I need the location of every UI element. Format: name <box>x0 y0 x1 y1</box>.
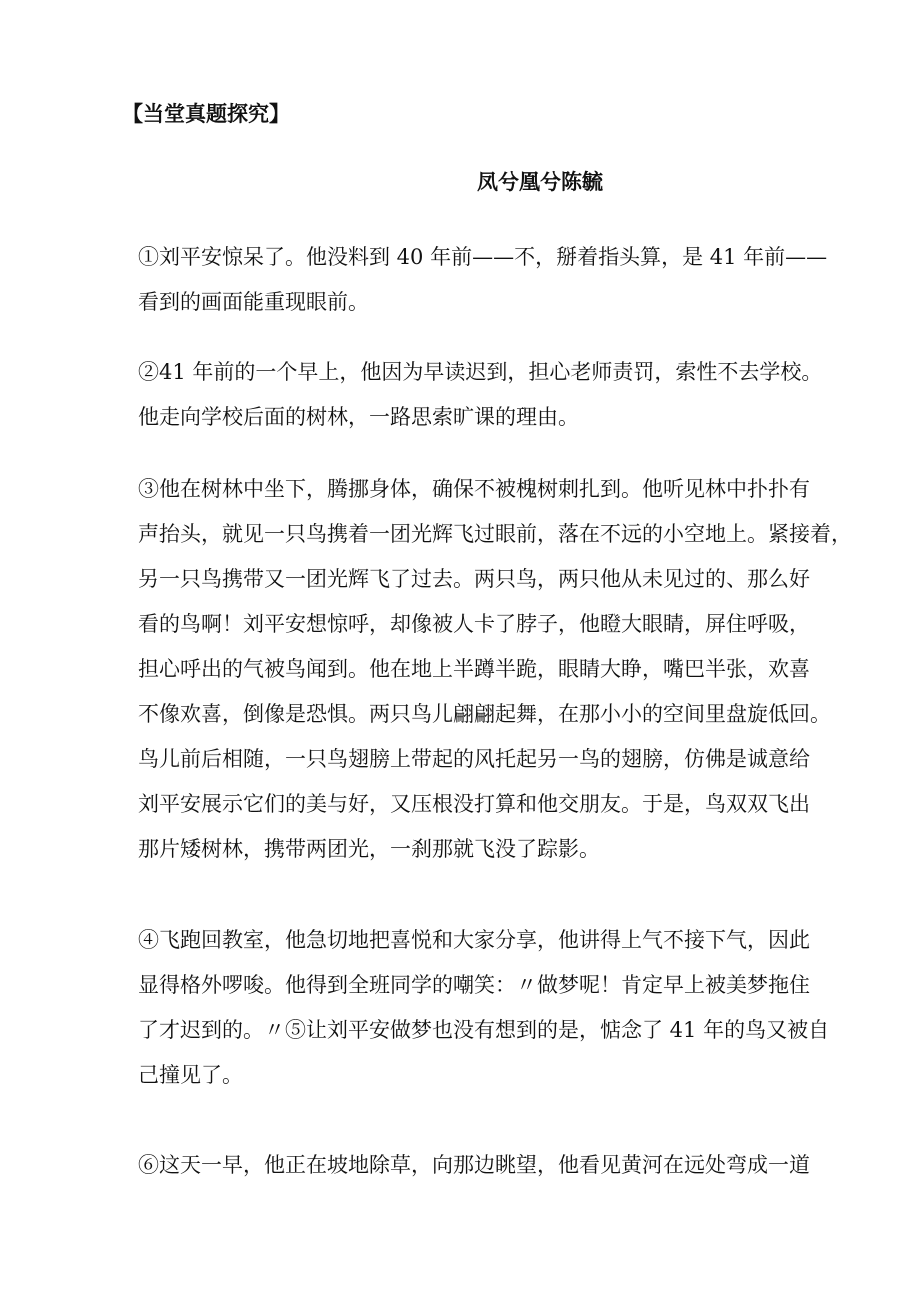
paragraph-line: 刘平安展示它们的美与好，又压根没打算和他交朋友。于是，鸟双双飞出 <box>138 792 810 816</box>
paragraph-line: ⑥这天一早，他正在坡地除草，向那边眺望，他看见黄河在远处弯成一道 <box>138 1153 810 1177</box>
paragraph-line: 那片矮树林，携带两团光，一刹那就飞没了踪影。 <box>138 837 600 861</box>
article-title: 凤兮凰兮陈毓 <box>477 170 603 194</box>
paragraph-line: 看到的画面能重现眼前。 <box>138 290 369 314</box>
paragraph-line: 鸟儿前后相随，一只鸟翅膀上带起的风托起另一鸟的翅膀，仿佛是诚意给 <box>138 747 810 771</box>
paragraph-line: 看的鸟啊！刘平安想惊呼，却像被人卡了脖子，他瞪大眼睛，屏住呼吸， <box>138 612 810 636</box>
section-heading: 【当堂真题探究】 <box>122 102 290 126</box>
paragraph-line: 了才迟到的。〃⑤让刘平安做梦也没有想到的是，惦念了 41 年的鸟又被自 <box>138 1018 830 1042</box>
paragraph-line: ①刘平安惊呆了。他没料到 40 年前——不，掰着指头算，是 41 年前—— <box>138 245 828 269</box>
paragraph-1 <box>138 235 828 325</box>
paragraph-line: 担心呼出的气被鸟闻到。他在地上半蹲半跪，眼睛大睁，嘴巴半张，欢喜 <box>138 657 810 681</box>
paragraph-6 <box>138 1143 810 1188</box>
paragraph-3 <box>138 467 852 872</box>
paragraph-2 <box>138 350 823 440</box>
paragraph-4 <box>138 918 830 1098</box>
paragraph-line: 声抬头，就见一只鸟携着一团光辉飞过眼前，落在不远的小空地上。紧接着， <box>138 522 852 546</box>
paragraph-line: 不像欢喜，倒像是恐惧。两只鸟儿翩翩起舞，在那小小的空间里盘旋低回。 <box>138 702 831 726</box>
paragraph-line: ③他在树林中坐下，腾挪身体，确保不被槐树刺扎到。他听见林中扑扑有 <box>138 477 810 501</box>
paragraph-line: 显得格外啰唆。他得到全班同学的嘲笑：〃做梦呢！肯定早上被美梦拖住 <box>138 973 810 997</box>
paragraph-line: 另一只鸟携带又一团光辉飞了过去。两只鸟，两只他从未见过的、那么好 <box>138 567 810 591</box>
paragraph-line: 己撞见了。 <box>138 1063 243 1087</box>
paragraph-line: 他走向学校后面的树林，一路思索旷课的理由。 <box>138 405 579 429</box>
paragraph-line: ④飞跑回教室，他急切地把喜悦和大家分享，他讲得上气不接下气，因此 <box>138 928 810 952</box>
paragraph-line: ②41 年前的一个早上，他因为早读迟到，担心老师责罚，索性不去学校。 <box>138 360 823 384</box>
